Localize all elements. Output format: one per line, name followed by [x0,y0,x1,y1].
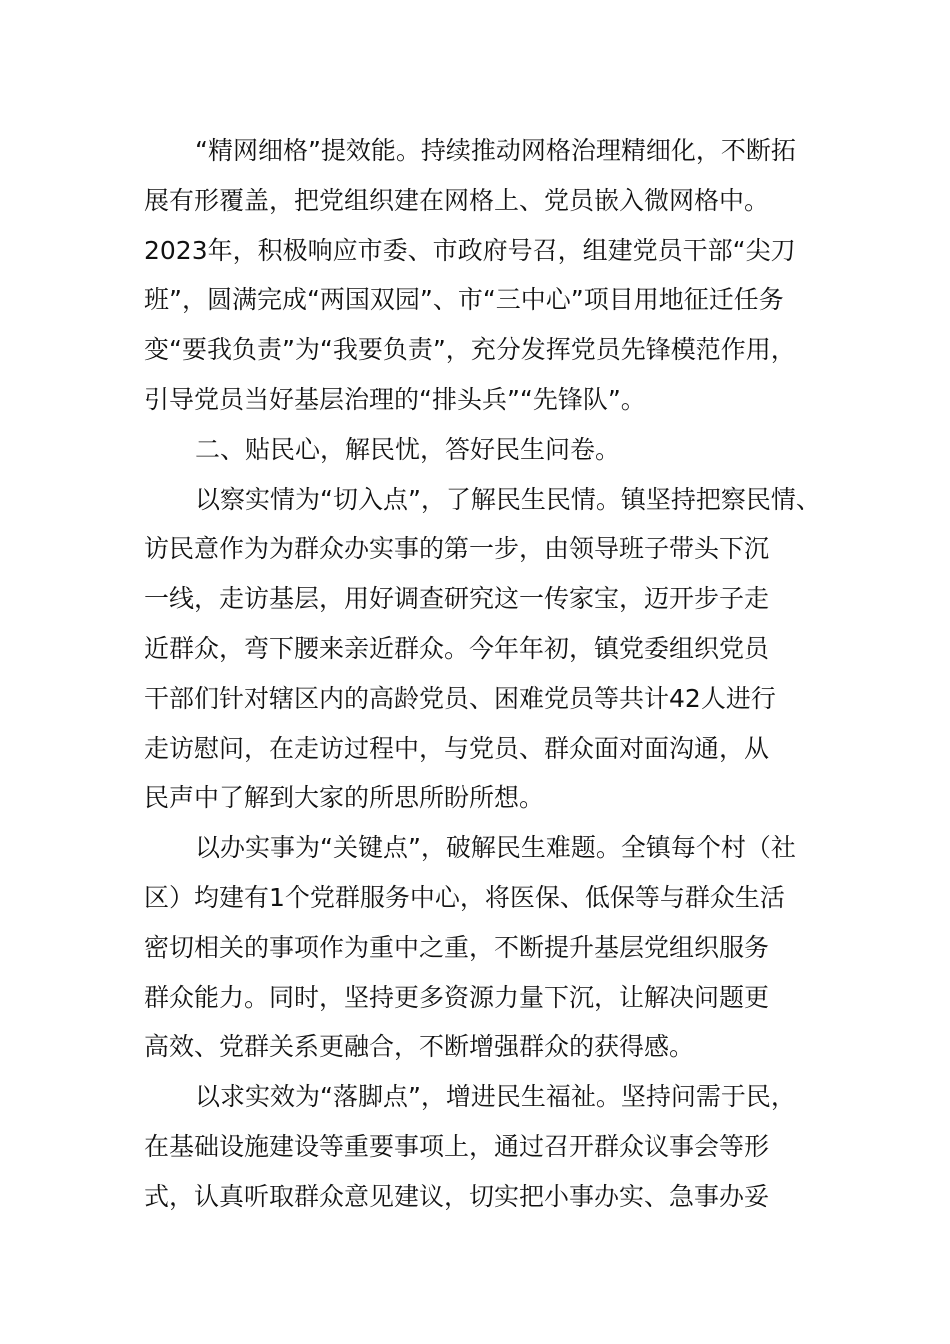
paragraph-line: 以察实情为“切入点”，了解民生民情。镇坚持把察民情、 [195,484,821,514]
paragraph-line: 密切相关的事项作为重中之重，不断提升基层党组织服务 [144,932,770,962]
paragraph-line: 干部们针对辖区内的高龄党员、困难党员等共计42人进行 [144,683,776,713]
paragraph-line: 以办实事为“关键点”，破解民生难题。全镇每个村（社 [195,833,796,863]
document-body [144,126,824,1222]
paragraph-line: 区）均建有1个党群服务中心，将医保、低保等与群众生活 [144,882,785,912]
paragraph-line: 变“要我负责”为“我要负责”，充分发挥党员先锋模范作用， [144,335,796,365]
section-heading: 二、贴民心，解民忧，答好民生问卷。 [195,434,621,464]
paragraph-line: 高效、党群关系更融合，不断增强群众的获得感。 [144,1032,695,1062]
paragraph-line: 式，认真听取群众意见建议，切实把小事办实、急事办妥 [144,1181,770,1211]
paragraph-line: “精网细格”提效能。持续推动网格治理精细化，不断拓 [195,136,796,165]
paragraph-line: 群众能力。同时，坚持更多资源力量下沉，让解决问题更 [144,982,770,1012]
paragraph-line: 2023年，积极响应市委、市政府号召，组建党员干部“尖刀 [144,235,796,265]
paragraph-line: 展有形覆盖，把党组织建在网格上、党员嵌入微网格中。 [144,185,770,215]
paragraph-line: 引导党员当好基层治理的“排头兵”“先锋队”。 [144,384,646,414]
paragraph-line: 在基础设施建设等重要事项上，通过召开群众议事会等形 [144,1131,770,1161]
paragraph-line: 班”，圆满完成“两国双园”、市“三中心”项目用地征迁任务 [144,285,784,315]
paragraph-line: 一线，走访基层，用好调查研究这一传家宝，迈开步子走 [144,584,770,614]
paragraph-line: 访民意作为为群众办实事的第一步，由领导班子带头下沉 [144,534,770,564]
paragraph-line: 以求实效为“落脚点”，增进民生福祉。坚持问需于民， [195,1082,796,1112]
paragraph-line: 近群众，弯下腰来亲近群众。今年年初，镇党委组织党员 [144,633,770,663]
paragraph-line: 走访慰问，在走访过程中，与党员、群众面对面沟通，从 [144,733,770,763]
paragraph-line: 民声中了解到大家的所思所盼所想。 [144,783,545,813]
